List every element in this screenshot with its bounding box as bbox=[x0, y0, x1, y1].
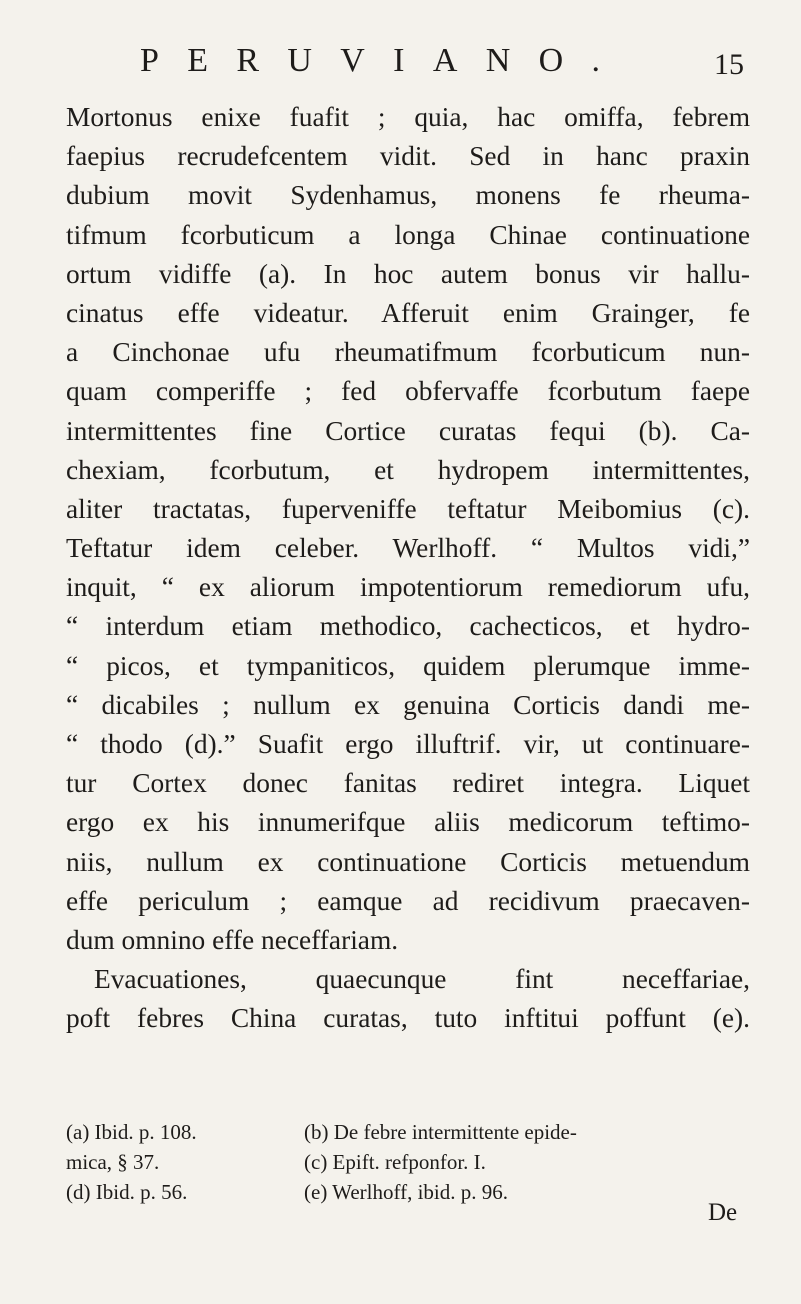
footnotes bbox=[66, 1117, 750, 1207]
text-line: Evacuationes, quaecunque fint neceffariae, bbox=[94, 964, 750, 995]
text-line: “ interdum etiam methodico, cachecticos, et hydro- bbox=[66, 611, 750, 642]
text-line: effe periculum ; eamque ad recidivum praecaven- bbox=[66, 885, 750, 916]
running-head-letter: N bbox=[485, 42, 511, 79]
running-head-letter: I bbox=[393, 42, 405, 79]
footnote-b-continued: mica, § 37. bbox=[66, 1150, 160, 1174]
text-line: dubium movit Sydenhamus, monens fe rheuma- bbox=[66, 180, 750, 211]
text-line: cinatus effe videatur. Afferuit enim Grainger, fe bbox=[66, 297, 750, 328]
running-head bbox=[140, 42, 600, 80]
footnote-line bbox=[66, 1117, 750, 1147]
running-head-letter: U bbox=[287, 42, 312, 79]
running-head-letter: P bbox=[140, 42, 159, 79]
footnote-e: (e) Werlhoff, ibid. p. 96. bbox=[304, 1180, 508, 1204]
text-line: tifmum fcorbuticum a longa Chinae continuatione bbox=[66, 219, 750, 250]
text-line: a Cinchonae ufu rheumatifmum fcorbuticum nun- bbox=[66, 337, 750, 368]
catchword: De bbox=[708, 1199, 738, 1226]
body-text bbox=[66, 98, 750, 1039]
running-head-letter: O bbox=[538, 42, 564, 79]
text-line: Teftatur idem celeber. Werlhoff. “ Multos vidi,” bbox=[66, 533, 750, 564]
text-line: “ thodo (d).” Suafit ergo illuftrif. vir, ut continuare- bbox=[66, 729, 750, 759]
footnote-c: (c) Epift. refponfor. I. bbox=[304, 1150, 486, 1174]
text-line: “ dicabiles ; nullum ex genuina Corticis dandi me- bbox=[66, 689, 750, 720]
text-line: aliter tractatas, fuperveniffe teftatur Meibomius (c). bbox=[66, 493, 750, 524]
text-line: poft febres China curatas, tuto inftitui poffunt (e). bbox=[66, 1003, 750, 1034]
text-line: dum omnino effe neceffariam. bbox=[66, 924, 399, 955]
running-head-letter: R bbox=[236, 42, 260, 79]
text-line: chexiam, fcorbutum, et hydropem intermittentes, bbox=[66, 454, 750, 485]
page-number: 15 bbox=[714, 48, 744, 81]
text-line: “ picos, et tympaniticos, quidem plerumque imme- bbox=[66, 650, 750, 681]
footnote-a: (a) Ibid. p. 108. bbox=[66, 1120, 197, 1144]
running-head-letter: V bbox=[340, 42, 365, 79]
running-head-letter: E bbox=[187, 42, 209, 79]
text-line: Mortonus enixe fuafit ; quia, hac omiffa, febrem bbox=[66, 102, 750, 132]
text-line: ortum vidiffe (a). In hoc autem bonus vir hallu- bbox=[66, 258, 750, 289]
running-head-letter: . bbox=[591, 42, 600, 79]
footnote-line bbox=[66, 1177, 750, 1207]
footnote-line bbox=[66, 1147, 750, 1177]
text-line: intermittentes fine Cortice curatas fequi (b). Ca- bbox=[66, 415, 750, 446]
text-line: niis, nullum ex continuatione Corticis metuendum bbox=[66, 846, 750, 877]
footnote-b: (b) De febre intermittente epide- bbox=[304, 1120, 577, 1144]
text-line: ergo ex his innumerifque aliis medicorum teftimo- bbox=[66, 807, 750, 838]
footnote-d: (d) Ibid. p. 56. bbox=[66, 1180, 188, 1204]
text-line: inquit, “ ex aliorum impotentiorum remediorum ufu, bbox=[66, 572, 750, 603]
text-line: quam comperiffe ; fed obfervaffe fcorbutum faepe bbox=[66, 376, 750, 407]
running-head-letter: A bbox=[432, 42, 458, 79]
text-line: faepius recrudefcentem vidit. Sed in hanc praxin bbox=[66, 141, 750, 172]
text-line: tur Cortex donec fanitas rediret integra. Liquet bbox=[66, 768, 750, 799]
